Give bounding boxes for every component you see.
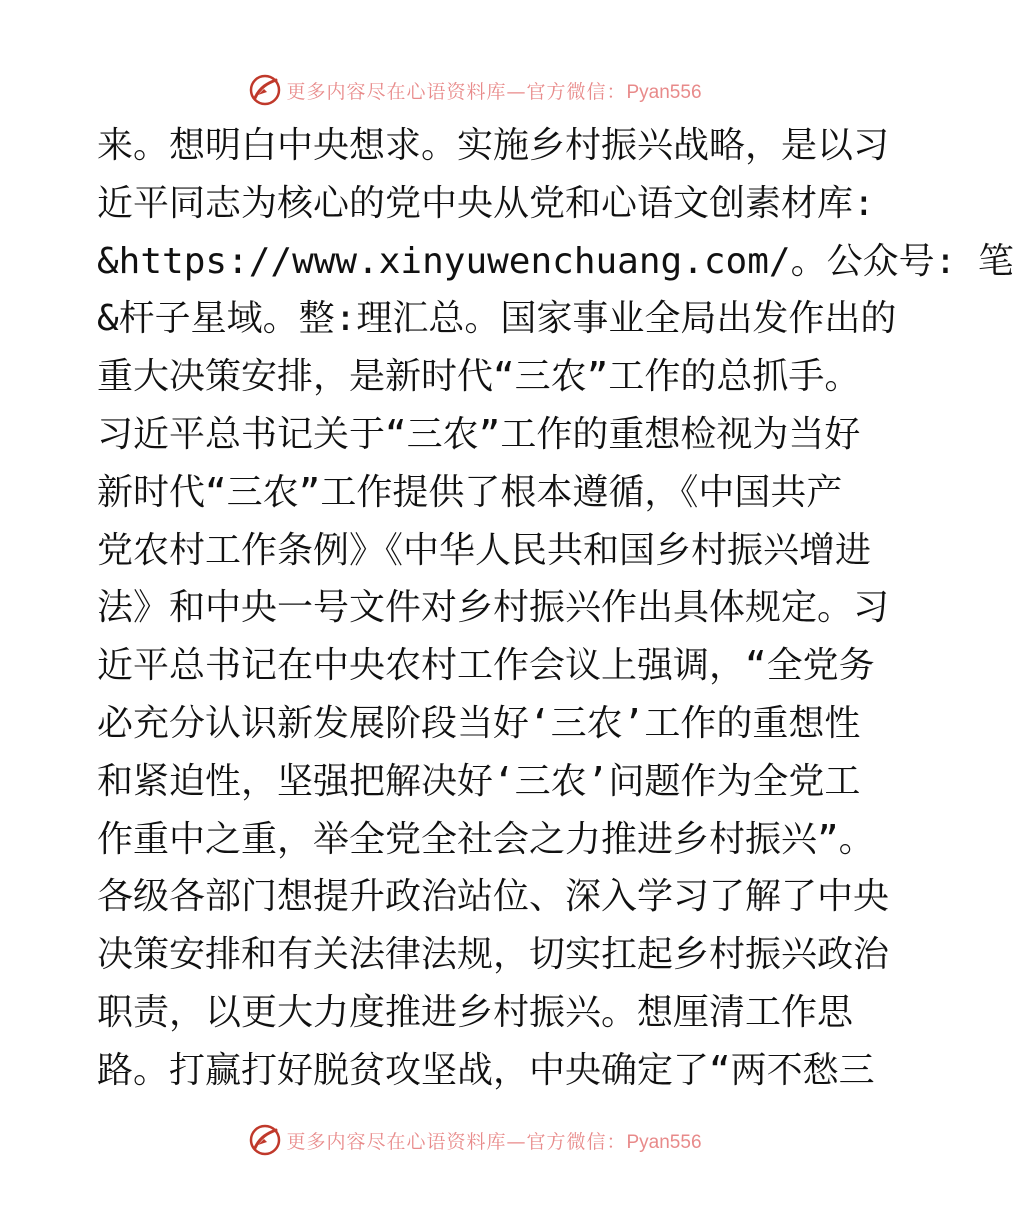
header-watermark [0, 70, 950, 110]
text-line: &https://www.xinyuwenchuang.com/。公众号: 笔 [97, 240, 1014, 282]
text-line: 决策安排和有关法律法规，切实扛起乡村振兴政治 [97, 934, 890, 976]
pen-logo-icon [248, 73, 282, 107]
text-line: 近平总书记在中央农村工作会议上强调，“全党务 [97, 645, 875, 687]
text-line: 和紧迫性，坚强把解决好‘三农’问题作为全党工 [97, 760, 861, 802]
text-line: 法》和中央一号文件对乡村振兴作出具体规定。习 [97, 587, 890, 629]
text-line: 路。打赢打好脱贫攻坚战，中央确定了“两不愁三 [97, 1049, 875, 1091]
text-line: 作重中之重，举全党全社会之力推进乡村振兴”。 [97, 818, 875, 860]
text-line: 近平同志为核心的党中央从党和心语文创素材库: [97, 182, 875, 224]
text-line: 新时代“三农”工作提供了根本遵循，《中国共产 [97, 471, 843, 513]
text-line: &杆子星域。整:理汇总。国家事业全局出发作出的 [97, 298, 897, 340]
header-watermark-text: 更多内容尽在心语资料库—官方微信：Pyan556 [286, 80, 702, 103]
document-body [97, 117, 1014, 1100]
footer-watermark [0, 1120, 950, 1160]
text-line: 职责，以更大力度推进乡村振兴。想厘清工作思 [97, 991, 854, 1033]
text-line: 各级各部门想提升政治站位、深入学习了解了中央 [97, 876, 890, 918]
header-wechat-id: Pyan556 [626, 81, 702, 103]
text-line: 重大决策安排，是新时代“三农”工作的总抓手。 [97, 356, 861, 398]
footer-wechat-id: Pyan556 [626, 1131, 702, 1153]
text-line: 必充分认识新发展阶段当好‘三农’工作的重想性 [97, 702, 861, 744]
text-line: 党农村工作条例》《中华人民共和国乡村振兴增进 [97, 529, 872, 571]
pen-logo-icon [248, 1123, 282, 1157]
text-line: 来。想明白中央想求。实施乡村振兴战略，是以习 [97, 125, 890, 166]
text-line: 习近平总书记关于“三农”工作的重想检视为当好 [97, 413, 861, 455]
footer-watermark-text: 更多内容尽在心语资料库—官方微信：Pyan556 [286, 1130, 702, 1153]
